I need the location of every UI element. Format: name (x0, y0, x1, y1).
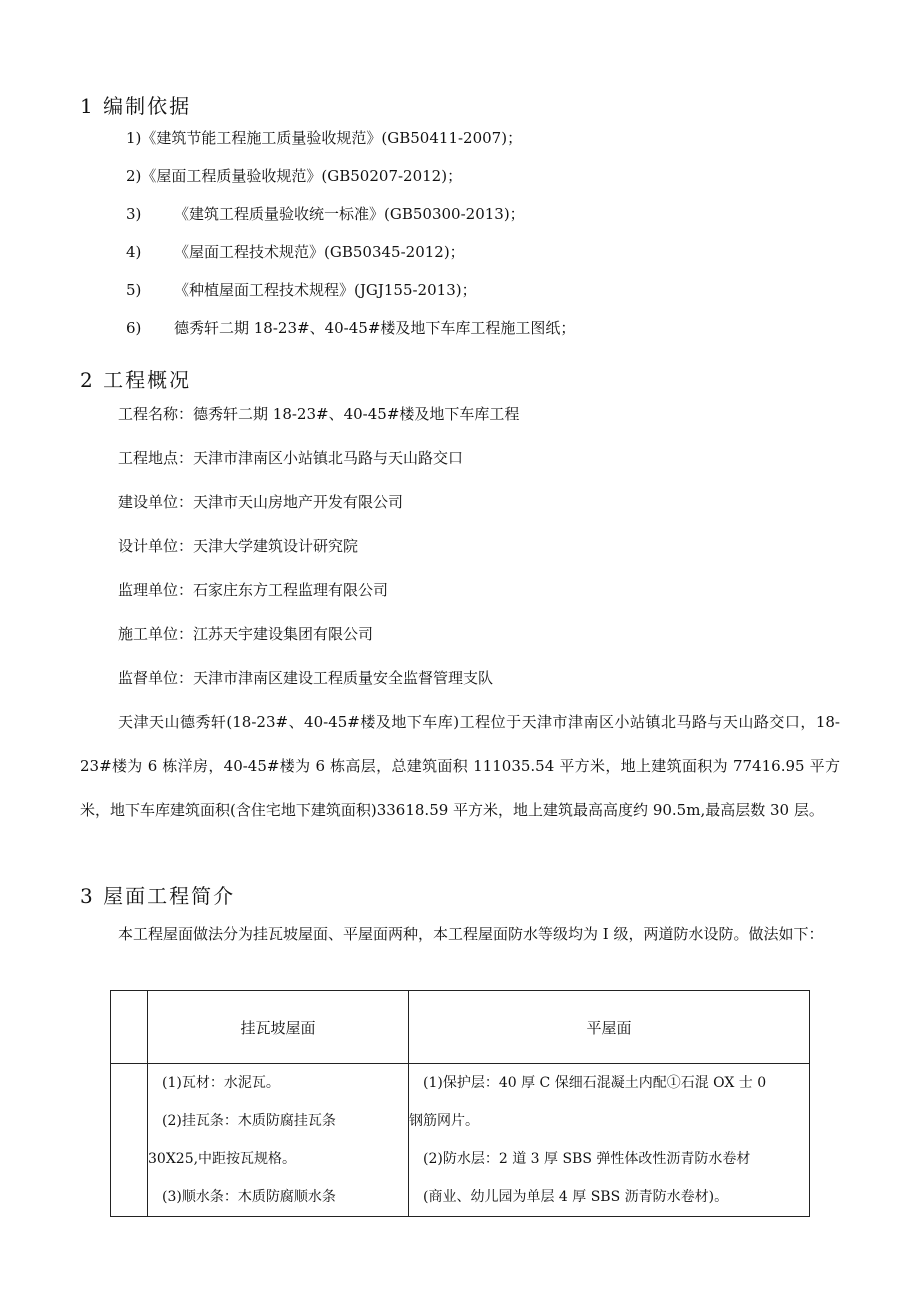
item-text: 《屋面工程质量验收规范》(GB50207-2012)； (141, 167, 463, 185)
row-number-cell (111, 1064, 148, 1217)
inspection-field: 监督单位：天津市津南区建设工程质量安全监督管理支队 (118, 669, 494, 687)
reference-item-3 (126, 204, 525, 224)
item-text: 《屋面工程技术规范》(GB50345-2012)； (174, 243, 465, 261)
table-row (111, 1064, 810, 1217)
reference-item-1 (126, 128, 522, 148)
reference-item-2 (126, 166, 462, 186)
item-number: 2) (126, 167, 142, 185)
item-number: 6) (126, 319, 142, 337)
tile-roof-cell (148, 1064, 409, 1217)
section-3-title: 3 屋面工程简介 (80, 884, 236, 908)
item-text: 《种植屋面工程技术规程》(JGJ155-2013)； (174, 281, 477, 299)
project-location-field: 工程地点：天津市津南区小站镇北马路与天山路交口 (118, 449, 464, 467)
section-1-title: 1 编制依据 (80, 94, 192, 118)
item-number: 1) (126, 129, 142, 147)
flat-roof-line: (2)防水层：2 道 3 厚 SBS 弹性体改性沥青防水卷材 (423, 1151, 751, 1167)
reference-item-6 (126, 318, 575, 338)
supervisor-field: 监理单位：石家庄东方工程监理有限公司 (118, 581, 389, 599)
item-text: 《建筑工程质量验收统一标准》(GB50300-2013)； (174, 205, 525, 223)
developer-field: 建设单位：天津市天山房地产开发有限公司 (118, 493, 404, 511)
flat-roof-cell (409, 1064, 810, 1217)
project-name-field: 工程名称：德秀轩二期 18-23#、40-45#楼及地下车库工程 (118, 405, 520, 423)
flat-roof-line: 钢筋网片。 (409, 1113, 479, 1129)
item-number: 5) (126, 281, 142, 299)
tile-roof-line: (2)挂瓦条：木质防腐挂瓦条 (162, 1113, 336, 1129)
header-cell-flat-roof: 平屋面 (409, 991, 810, 1064)
flat-roof-line: (商业、幼儿园为单层 4 厚 SBS 沥青防水卷材)。 (423, 1189, 729, 1205)
tile-roof-line: (1)瓦材：水泥瓦。 (162, 1075, 280, 1091)
item-text: 《建筑节能工程施工质量验收规范》(GB50411-2007)； (141, 129, 523, 147)
tile-roof-line: 30X25,中距按瓦规格。 (148, 1151, 297, 1167)
section-2-title: 2 工程概况 (80, 368, 192, 392)
item-number: 3) (126, 205, 142, 223)
item-number: 4) (126, 243, 142, 261)
reference-item-5 (126, 280, 477, 300)
flat-roof-line: (1)保护层：40 厚 C 保细石混凝土内配①石混 OX 士 0 (423, 1075, 767, 1091)
roof-intro-paragraph: 本工程屋面做法分为挂瓦坡屋面、平屋面两种，本工程屋面防水等级均为 I 级，两道防水设防。做法如下： (118, 925, 824, 943)
contractor-field: 施工单位：江苏天宇建设集团有限公司 (118, 625, 374, 643)
project-overview-paragraph: 天津天山德秀轩(18-23#、40-45#楼及地下车库)工程位于天津市津南区小站镇北马路与天山路交口，18-23#楼为 6 栋洋房，40-45#楼为 6 栋高层，总建筑面积 111035.54 平方米，地上建筑面积为 77416.95 平方米，地下车库建筑面积(含住宅地下建筑面积)33618.59 平方米，地上建筑最高高度约 90.5m,最高层数 30 层。 (80, 713, 840, 819)
item-text: 德秀轩二期 18-23#、40-45#楼及地下车库工程施工图纸； (174, 319, 576, 337)
tile-roof-line: (3)顺水条：木质防腐顺水条 (162, 1189, 336, 1205)
header-cell-tile-roof: 挂瓦坡屋面 (148, 991, 409, 1064)
header-cell-blank (111, 991, 148, 1064)
roof-method-table (110, 990, 810, 1217)
designer-field: 设计单位：天津大学建筑设计研究院 (118, 537, 359, 555)
table-header-row (111, 991, 810, 1064)
reference-item-4 (126, 242, 465, 262)
